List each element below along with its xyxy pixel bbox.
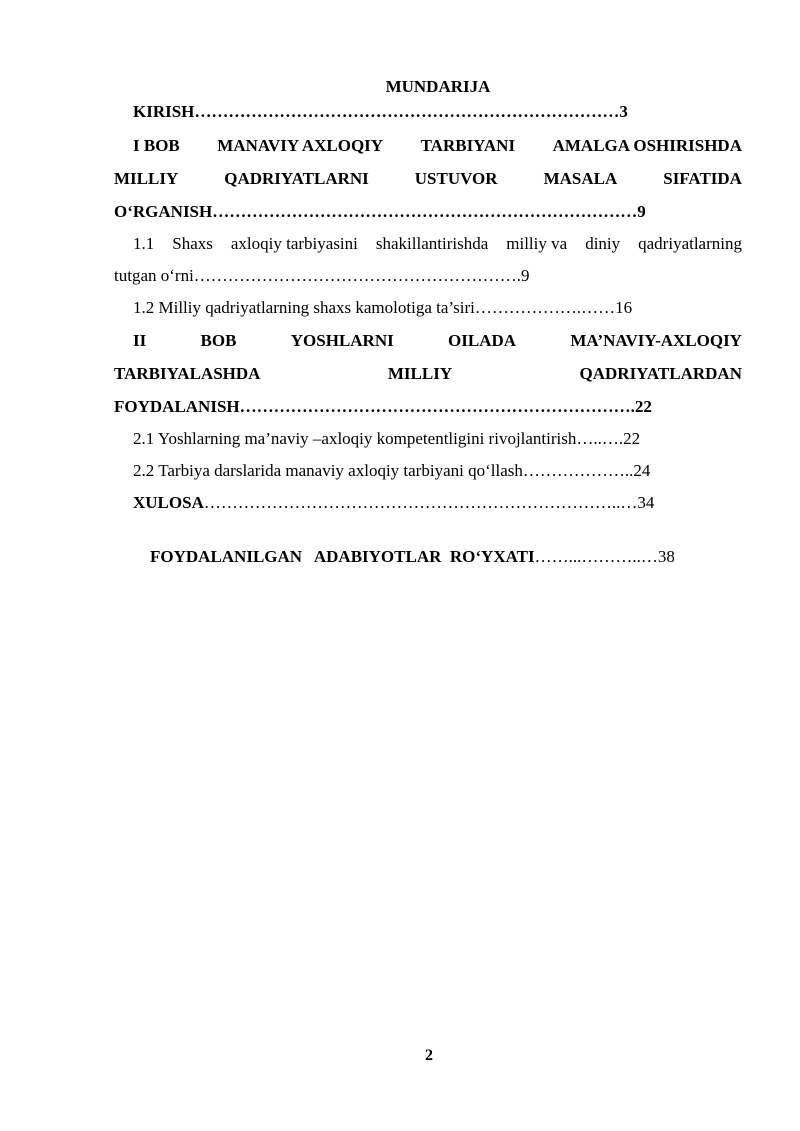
document-title: MUNDARIJA (385, 77, 491, 96)
xulosa-leader: ………………………………………………………………..…34 (203, 493, 655, 512)
chapter-2-word: OILADA (448, 331, 517, 350)
section-1-1-word: axloqiy tarbiyasini (230, 234, 358, 253)
toc-entry-chapter-1-line-1 (133, 135, 742, 157)
xulosa-label: XULOSA (133, 493, 204, 512)
toc-entry-chapter-2-line-1 (133, 330, 742, 352)
chapter-1-word: SIFATIDA (663, 169, 742, 188)
chapter-1-word: MASALA (543, 169, 618, 188)
chapter-2-word: MA’NAVIY-AXLOQIY (570, 331, 742, 350)
chapter-1-word: MILLIY (114, 169, 179, 188)
chapter-1-word: TARBIYANI (420, 136, 516, 155)
toc-entry-chapter-2-line-3: FOYDALANISH…………………………………………………………….22 (114, 397, 652, 416)
section-1-1-word: diniy (585, 234, 621, 253)
chapter-1-word: AMALGA OSHIRISHDA (552, 136, 742, 155)
section-1-1-word: shakillantirishda (375, 234, 489, 253)
section-1-1-word: qadriyatlarning (638, 234, 742, 253)
section-1-1-word: 1.1 (133, 234, 155, 253)
chapter-2-word: QADRIYATLARDAN (579, 364, 742, 383)
chapter-1-word: MANAVIY AXLOQIY (217, 136, 384, 155)
toc-entry-references (133, 524, 675, 590)
chapter-2-word: II (133, 331, 147, 350)
section-1-1-word: milliy va (506, 234, 568, 253)
toc-entry-chapter-1-line-3: O‘RGANISH…………………………………………………………………9 (114, 202, 646, 221)
page-number: 2 (425, 1047, 433, 1064)
references-label: FOYDALANILGAN ADABIYOTLAR RO‘YXATI (150, 547, 535, 566)
toc-entry-kirish: KIRISH…………………………………………………………………3 (133, 102, 628, 121)
toc-entry-chapter-1-line-2 (114, 168, 742, 190)
toc-entry-section-2-1: 2.1 Yoshlarning ma’naviy –axloqiy kompetentligini rivojlantirish…..….22 (133, 429, 641, 448)
toc-entry-section-1-2: 1.2 Milliy qadriyatlarning shaxs kamolotiga ta’siri……………….……16 (133, 298, 633, 317)
chapter-2-word: MILLIY (387, 364, 453, 383)
toc-entry-section-2-2: 2.2 Tarbiya darslarida manaviy axloqiy tarbiyani qo‘llash………………..24 (133, 461, 651, 480)
chapter-2-word: YOSHLARNI (290, 331, 394, 350)
references-leader: ……...………..…38 (534, 547, 675, 566)
toc-entry-xulosa (133, 492, 654, 514)
toc-entry-section-1-1-line-2: tutgan o‘rni………………………………………………….9 (114, 266, 530, 285)
chapter-1-word: USTUVOR (414, 169, 498, 188)
toc-entry-chapter-2-line-2 (114, 363, 742, 385)
toc-entry-section-1-1-line-1 (133, 233, 742, 255)
chapter-1-word: I BOB (133, 136, 180, 155)
chapter-2-word: TARBIYALASHDA (114, 364, 261, 383)
chapter-1-word: QADRIYATLARNI (224, 169, 369, 188)
chapter-2-word: BOB (200, 331, 237, 350)
section-1-1-word: Shaxs (172, 234, 213, 253)
